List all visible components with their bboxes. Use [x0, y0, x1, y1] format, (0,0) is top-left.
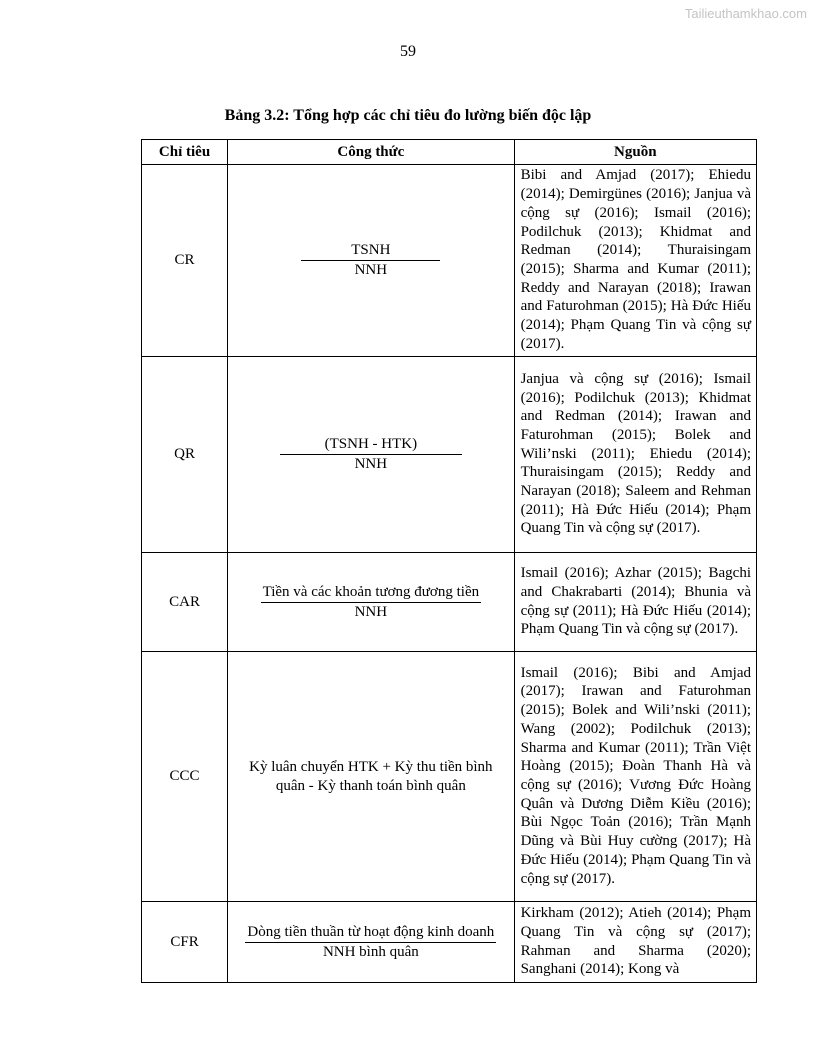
indicator-cell: CFR: [142, 902, 228, 983]
source-cell: Kirkham (2012); Atieh (2014); Phạm Quang Tin và cộng sự (2017); Rahman and Sharma (2020); Sanghani (2014); Kong và: [514, 902, 756, 983]
table-row: [142, 652, 757, 902]
header-formula: Công thức: [228, 140, 514, 165]
table-row: [142, 902, 757, 983]
table-title: Bảng 3.2: Tổng hợp các chỉ tiêu đo lường biến độc lập: [224, 107, 592, 124]
source-cell: Ismail (2016); Bibi and Amjad (2017); Irawan and Faturohman (2015); Bolek and Wili’nski (2011); Wang (2002); Podilchuk (2013); Sharma and Kumar (2011); Trần Việt Hoàng (2015); Đoàn Thanh Hà và cộng sự (2016); Vương Đức Hoàng Quân và Dương Diễm Kiều (2016); Bùi Ngọc Toản (2016); Trần Mạnh Dũng và Bùi Huy cường (2017); Hà Đức Hiếu (2014); Phạm Quang Tin và cộng sự (2017).: [514, 652, 756, 902]
formula-text: Kỳ luân chuyển HTK + Kỳ thu tiền bình quân - Kỳ thanh toán bình quân: [249, 758, 493, 794]
source-cell: Janjua và cộng sự (2016); Ismail (2016); Podilchuk (2013); Khidmat and Redman (2014); Irawan and Faturohman (2015); Bolek and Wili’nski (2011); Ehiedu (2014); Thuraisingam (2015); Reddy and Narayan (2018); Saleem and Rehman (2011); Hà Đức Hiếu (2014); Phạm Quang Tin và cộng sự (2017).: [514, 357, 756, 553]
denominator: NNH: [354, 456, 388, 472]
formula-cell: [228, 652, 514, 902]
indicator-cell: CCC: [142, 652, 228, 902]
fraction: [261, 583, 482, 622]
indicator-table: [141, 139, 757, 983]
denominator: NNH: [354, 262, 388, 278]
denominator: NNH: [354, 603, 388, 620]
formula-cell: [228, 553, 514, 652]
numerator: Tiền và các khoản tương đương tiền: [261, 583, 482, 603]
watermark: Tailieuthamkhao.com: [684, 6, 807, 21]
source-cell: Bibi and Amjad (2017); Ehiedu (2014); Demirgünes (2016); Janjua và cộng sự (2016); Ismail (2016); Podilchuk (2013); Khidmat and Redman (2014); Thuraisingam (2015); Sharma and Kumar (2011); Reddy and Narayan (2018); Irawan and Faturohman (2015); Hà Đức Hiếu (2014); Phạm Quang Tin và cộng sự (2017).: [514, 165, 756, 357]
fraction: [301, 241, 440, 280]
indicator-cell: CR: [142, 165, 228, 357]
table-row: [142, 553, 757, 652]
page-number: 59: [400, 43, 416, 60]
indicator-cell: QR: [142, 357, 228, 553]
fraction: [245, 923, 496, 962]
table-header-row: [142, 140, 757, 165]
table-row: [142, 357, 757, 553]
fraction: [280, 435, 462, 474]
numerator: Dòng tiền thuần từ hoạt động kinh doanh: [245, 923, 496, 943]
formula-cell: [228, 357, 514, 553]
numerator: (TSNH - HTK): [280, 435, 462, 455]
numerator: TSNH: [301, 241, 440, 261]
table-row: [142, 165, 757, 357]
indicator-cell: CAR: [142, 553, 228, 652]
header-source: Nguồn: [514, 140, 756, 165]
denominator: NNH bình quân: [322, 943, 419, 960]
header-indicator: Chỉ tiêu: [142, 140, 228, 165]
source-cell: Ismail (2016); Azhar (2015); Bagchi and Chakrabarti (2014); Bhunia và cộng sự (2011); Hà Đức Hiếu (2014); Phạm Quang Tin và cộng sự (2017).: [514, 553, 756, 652]
formula-cell: [228, 165, 514, 357]
formula-cell: [228, 902, 514, 983]
